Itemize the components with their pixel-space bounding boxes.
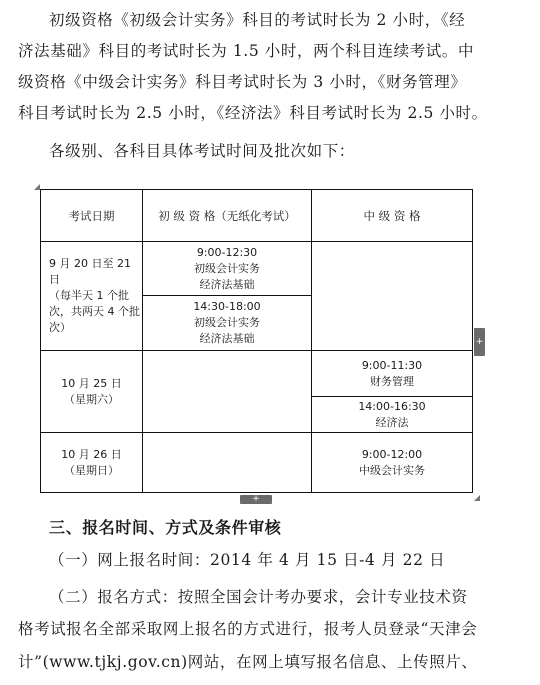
section-heading: 三、报名时间、方式及条件审核 [49, 518, 282, 537]
plus-icon[interactable]: + [474, 328, 485, 356]
cell-primary-morning: 9:00-12:30 初级会计实务 经济法基础 [194, 245, 260, 291]
text-line: 计”(www.tjkj.gov.cn)网站，在网上填写报名信息、上传照片、 [18, 653, 478, 671]
header-exam-date: 考试日期 [68, 208, 115, 223]
text-line: （二）报名方式：按照全国会计考办要求，会计专业技术资 [49, 588, 468, 606]
table-corner-marker [34, 184, 40, 190]
exam-schedule-table[interactable] [40, 189, 473, 493]
text-line: 格考试报名全部采取网上报名的方式进行，报考人员登录“天津会 [18, 620, 478, 638]
plus-icon[interactable]: + [240, 495, 272, 504]
cell-intermediate-oct26: 9:00-12:00 中级会计实务 [359, 447, 425, 477]
header-primary-level: 初 级 资 格（无纸化考试） [158, 208, 296, 223]
text-line: 初级资格《初级会计实务》科目的考试时长为 2 小时，《经 [49, 11, 466, 29]
cell-primary-afternoon: 14:30-18:00 初级会计实务 经济法基础 [193, 300, 261, 345]
cell-intermediate-oct25-afternoon: 14:00-16:30 经济法 [358, 399, 426, 429]
text-line: 级资格《中级会计实务》科目考试时长为 3 小时，《财务管理》 [18, 73, 467, 91]
header-intermediate-level: 中 级 资 格 [363, 208, 421, 223]
table-corner-marker [474, 495, 480, 501]
cell-intermediate-oct25-morning: 9:00-11:30 财务管理 [361, 358, 423, 388]
text-line: 济法基础》科目的考试时长为 1.5 小时，两个科目连续考试。中 [18, 42, 475, 60]
cell-date-sep20-21: 9 月 20 日至 21 日 （每半天 1 个批 次，共两天 4 个批 次） [49, 257, 140, 334]
paragraph-registration-time: （一）网上报名时间：2014 年 4 月 15 日-4 月 22 日 [49, 551, 446, 569]
text-line: 科目考试时长为 2.5 小时，《经济法》科目考试时长为 2.5 小时。 [18, 104, 488, 122]
cell-date-oct25: 10 月 25 日 （星期六） [61, 376, 122, 406]
cell-date-oct26: 10 月 26 日 （星期日） [61, 447, 122, 477]
paragraph-schedule-intro: 各级别、各科目具体考试时间及批次如下： [49, 142, 355, 160]
